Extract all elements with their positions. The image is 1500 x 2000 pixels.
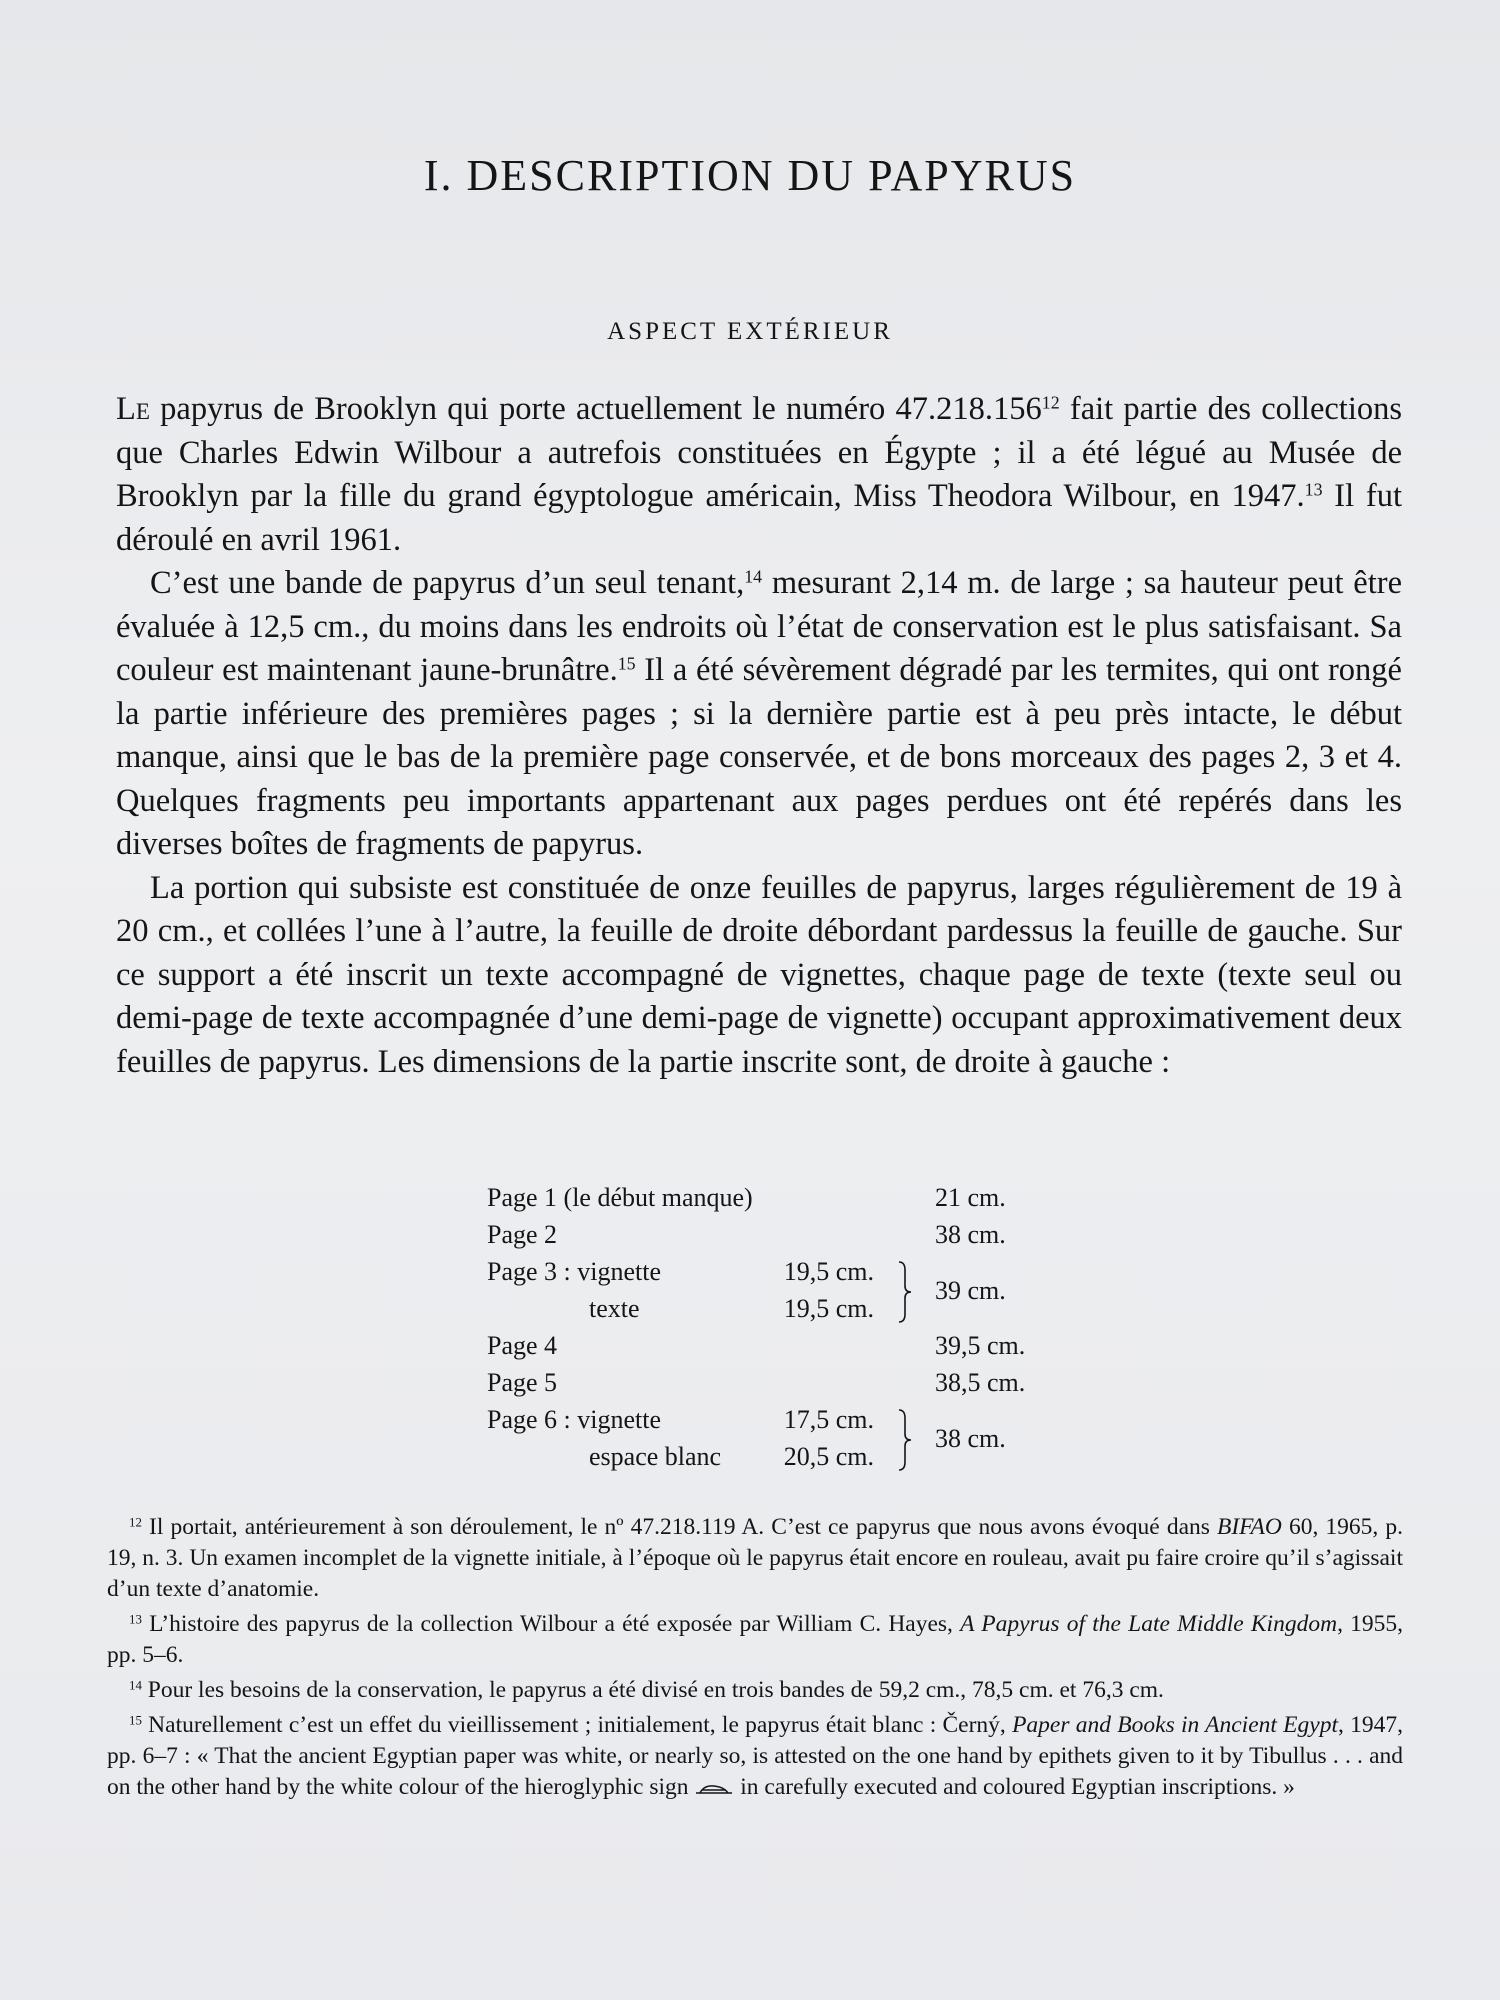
footnote-number: 12 (129, 1514, 142, 1530)
paragraph-2 (116, 562, 1402, 867)
footnote-number: 15 (129, 1712, 142, 1728)
dim-value: 20,5 cm. (783, 1442, 874, 1471)
dim-total: 39,5 cm. (935, 1331, 1026, 1360)
paragraph-2-text-c: Il a été sévèrement dégradé par les termites, qui ont rongé la partie inférieure des premières pages ; si la dernière partie est à peu près intacte, le début manque, ainsi que le bas de la première page conservée, et de bons morceaux des pages 2, 3 et 4. Quelques fragments peu importants appartenant aux pages perdues ont été repérés dans les diverses boîtes de fragments de papyrus. (116, 652, 1402, 862)
footnote-13 (107, 1609, 1403, 1671)
dim-total-page-6: 38 cm. (935, 1424, 1006, 1453)
dim-label: Page 5 (487, 1368, 558, 1397)
hieroglyph-sign-icon (694, 1782, 734, 1796)
footnote-ref-14[interactable]: 14 (744, 566, 763, 587)
footnote-text: , 1947, pp. 6–7 : « That the ancient Egyptian paper was white, or nearly so, is attested on the one hand by epithets given to it by Tibullus . . . and on the other hand by the white colour of the hieroglyphic sign (107, 1712, 1404, 1800)
paragraph-1-text-b: fait partie des collections que Charles Edwin Wilbour a autrefois constituées en Égypte ; il a été légué au Musée de Brooklyn par la fille du grand égyptologue américain, Miss Theodora Wilbour, en 1947. (116, 391, 1402, 514)
dim-value: 17,5 cm. (783, 1405, 874, 1434)
footnote-14 (107, 1675, 1403, 1706)
footnote-12 (107, 1512, 1403, 1605)
page-title: I. DESCRIPTION DU PAPYRUS (423, 151, 1077, 200)
footnote-text: , 1955, pp. 5–6. (107, 1611, 1404, 1668)
paragraph-2-text-a: C’est une bande de papyrus d’un seul tenant, (150, 565, 745, 601)
dim-sublabel: espace blanc (589, 1442, 722, 1471)
dimensions-table (487, 1180, 1087, 1480)
footnote-number: 13 (129, 1611, 142, 1627)
dim-total: 38 cm. (935, 1220, 1006, 1249)
paragraph-1-text-c: Il fut déroulé en avril 1961. (116, 478, 1402, 558)
dim-label: Page 6 : vignette (487, 1405, 662, 1434)
dim-label: Page 2 (487, 1220, 558, 1249)
footnote-ref-12[interactable]: 12 (1041, 392, 1060, 413)
brace-icon (895, 1408, 917, 1472)
dim-sublabel: texte (589, 1294, 640, 1323)
footnote-text: 60, 1965, p. 19, n. 3. Un examen incomplet de la vignette initiale, à l’époque où le papyrus était encore en rouleau, avait pu faire croire qu’il s’agissait d’un texte d’anatomie. (107, 1514, 1404, 1602)
brace-icon (895, 1260, 917, 1324)
dim-total-page-3: 39 cm. (935, 1276, 1006, 1305)
dim-row-page-1 (487, 1180, 1087, 1217)
footnote-text: L’histoire des papyrus de la collection Wilbour a été exposée par William C. Hayes, (141, 1611, 961, 1637)
lead-word: Le (116, 391, 150, 427)
paragraph-1 (116, 388, 1402, 562)
dim-label: Page 3 : vignette (487, 1257, 662, 1286)
dim-label: Page 4 (487, 1331, 558, 1360)
footnote-number: 14 (129, 1677, 142, 1693)
footnote-15 (107, 1710, 1403, 1803)
footnote-text: in carefully executed and coloured Egyptian inscriptions. » (734, 1774, 1295, 1800)
body-text (116, 388, 1402, 1084)
paragraph-3: La portion qui subsiste est constituée de onze feuilles de papyrus, larges régulièrement de 19 à 20 cm., et collées l’une à l’autre, la feuille de droite débordant pardessus la feuille de gauche. Sur ce support a été inscrit un texte accompagné de vignettes, chaque page de texte (texte seul ou demi-page de texte accompagnée d’une demi-page de vignette) occupant approximativement deux feuilles de papyrus. Les dimensions de la partie inscrite sont, de droite à gauche : (116, 869, 1402, 1080)
dim-row-page-5 (487, 1365, 1087, 1402)
paragraph-1-text-a: papyrus de Brooklyn qui porte actuellement le numéro 47.218.156 (149, 391, 1042, 427)
footnote-ref-15[interactable]: 15 (617, 653, 636, 674)
section-subtitle: ASPECT EXTÉRIEUR (607, 318, 893, 345)
footnotes (107, 1512, 1403, 1807)
dim-row-page-2 (487, 1217, 1087, 1254)
dim-total: 21 cm. (935, 1183, 1006, 1212)
footnote-ref-13[interactable]: 13 (1304, 479, 1323, 500)
footnote-citation: BIFAO (1217, 1514, 1282, 1540)
dim-value: 19,5 cm. (783, 1294, 874, 1323)
footnote-text: Pour les besoins de la conservation, le papyrus a été divisé en trois bandes de 59,2 cm., 78,5 cm. et 76,3 cm. (141, 1677, 1164, 1703)
dim-total: 38,5 cm. (935, 1368, 1026, 1397)
footnote-citation: Paper and Books in Ancient Egypt (1012, 1712, 1338, 1738)
dim-row-page-4 (487, 1328, 1087, 1365)
footnote-text: Il portait, antérieurement à son déroulement, le nº 47.218.119 A. C’est ce papyrus que nous avons évoqué dans (141, 1514, 1217, 1540)
footnote-text: Naturellement c’est un effet du vieillissement ; initialement, le papyrus était blanc : Černý, (141, 1712, 1013, 1738)
dim-value: 19,5 cm. (783, 1257, 874, 1286)
footnote-citation: A Papyrus of the Late Middle Kingdom (960, 1611, 1338, 1637)
dim-label: Page 1 (le début manque) (487, 1183, 753, 1212)
paragraph-2-text-b: mesurant 2,14 m. de large ; sa hauteur peut être évaluée à 12,5 cm., du moins dans les endroits où l’état de conservation est le plus satisfaisant. Sa couleur est maintenant jaune-brunâtre. (116, 565, 1402, 688)
